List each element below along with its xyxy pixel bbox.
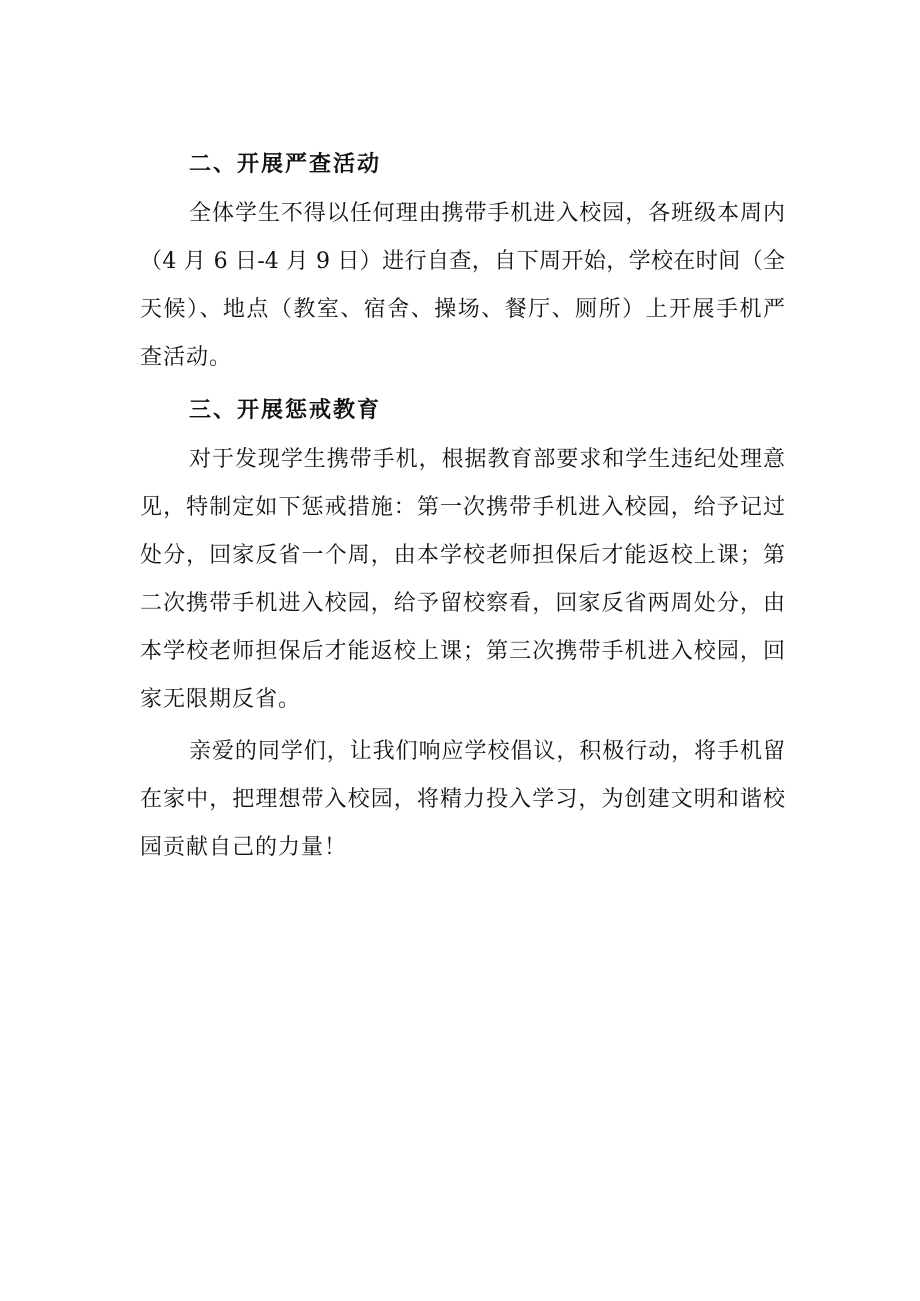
- paragraph-line: 全体学生不得以任何理由携带手机进入校园，各班级本周内: [189, 201, 785, 226]
- paragraph-line: 见，特制定如下惩戒措施：第一次携带手机进入校园，给予记过: [140, 495, 785, 520]
- document-body: [140, 138, 785, 872]
- section-heading-2: 二、开展严查活动: [189, 151, 382, 177]
- paragraph-line: 处分，回家反省一个周，由本学校老师担保后才能返校上课；第: [140, 543, 785, 568]
- section-3-paragraph: [140, 436, 785, 724]
- section-2-paragraph: [140, 190, 785, 382]
- paragraph-line: 园贡献自己的力量！: [140, 835, 348, 860]
- closing-paragraph: [140, 728, 785, 872]
- paragraph-line: 本学校老师担保后才能返校上课；第三次携带手机进入校园，回: [140, 639, 785, 664]
- paragraph-line: 亲爱的同学们，让我们响应学校倡议，积极行动，将手机留: [189, 739, 785, 764]
- paragraph-line: 对于发现学生携带手机，根据教育部要求和学生违纪处理意: [189, 447, 785, 472]
- paragraph-line: 二次携带手机进入校园，给予留校察看，回家反省两周处分，由: [140, 591, 785, 616]
- paragraph-line: 在家中，把理想带入校园，将精力投入学习，为创建文明和谐校: [140, 787, 785, 812]
- paragraph-line: （4 月 6 日-4 月 9 日）进行自查，自下周开始，学校在时间（全: [140, 249, 785, 274]
- paragraph-line: 查活动。: [140, 345, 233, 370]
- paragraph-line: 家无限期反省。: [140, 687, 302, 712]
- paragraph-line: 天候）、地点（教室、宿舍、操场、餐厅、厕所）上开展手机严: [140, 297, 785, 322]
- section-heading-3: 三、开展惩戒教育: [189, 397, 382, 423]
